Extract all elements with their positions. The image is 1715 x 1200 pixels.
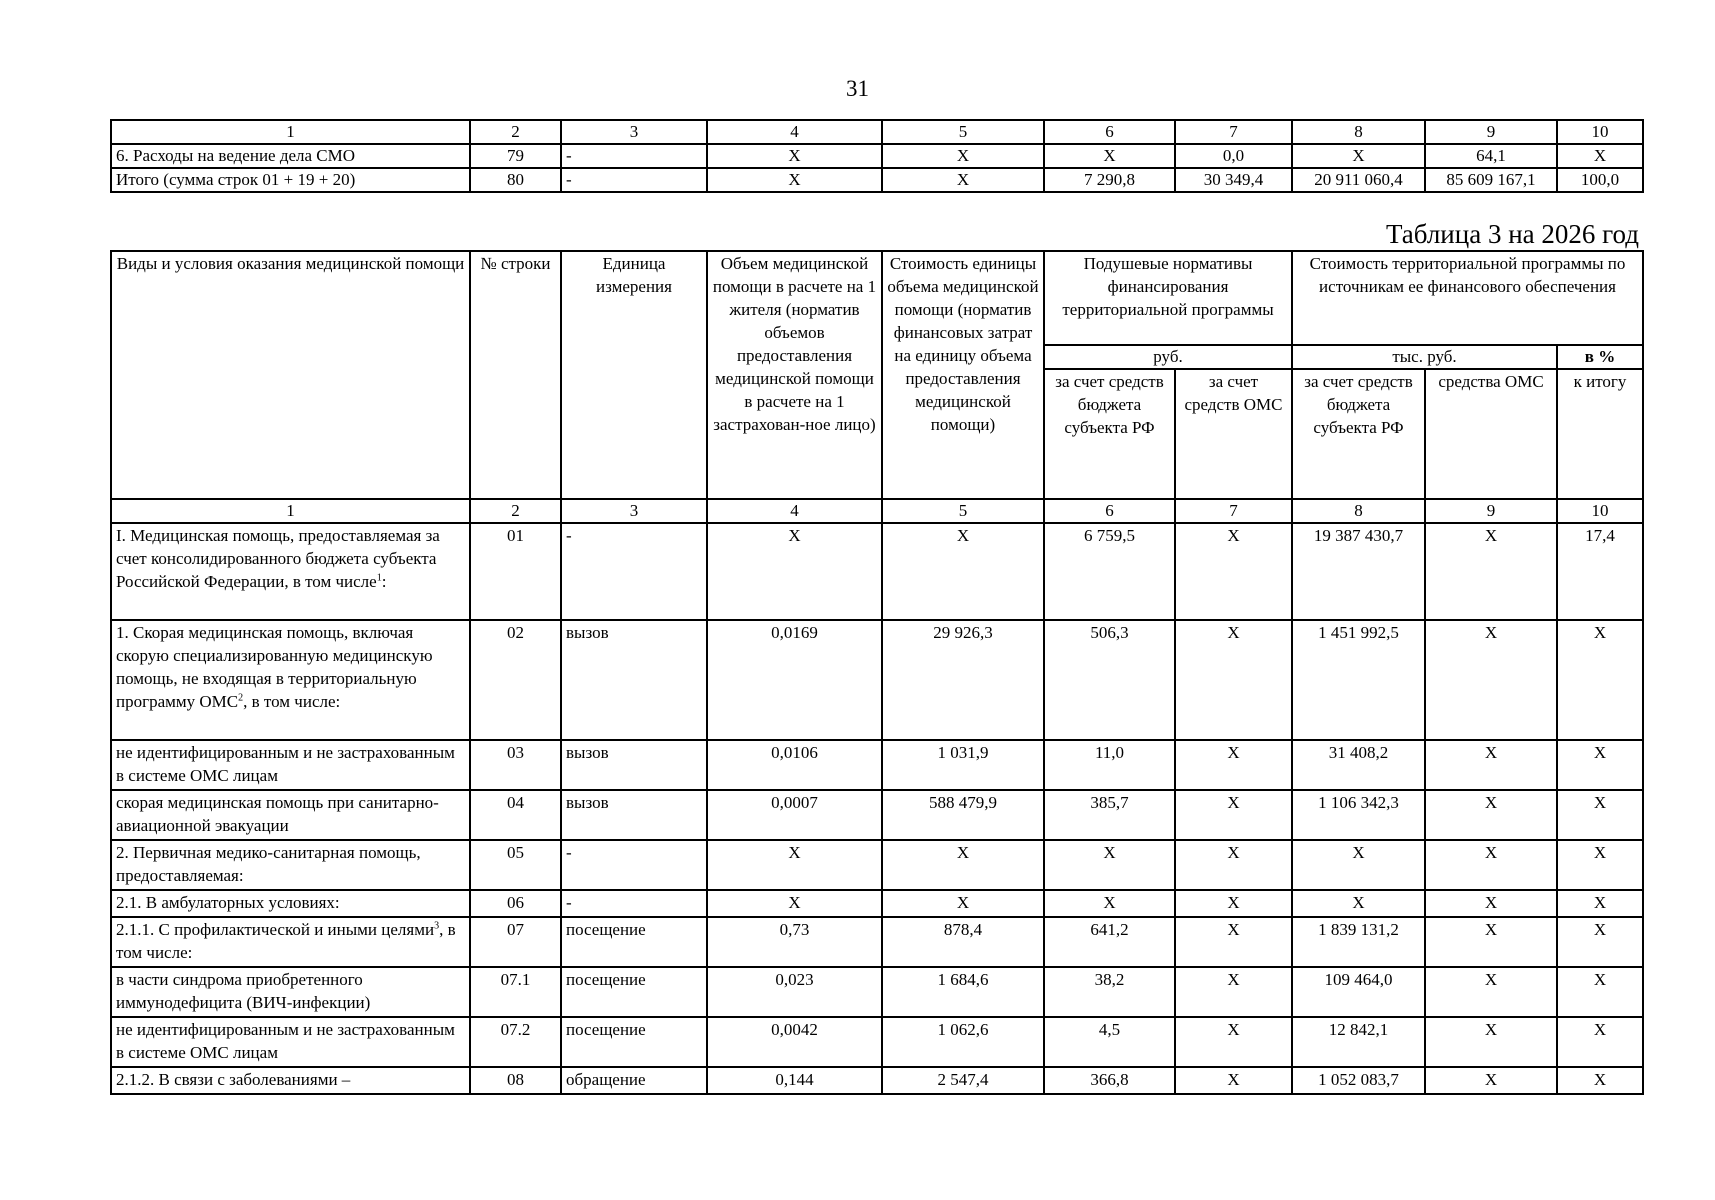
value-cell: 109 464,0 xyxy=(1292,967,1425,1017)
value-cell: 0,0169 xyxy=(707,620,882,740)
row-number: 04 xyxy=(470,790,561,840)
row-number: 05 xyxy=(470,840,561,890)
table-row xyxy=(111,620,1643,740)
value-cell: 385,7 xyxy=(1044,790,1175,840)
value-cell: X xyxy=(1292,144,1425,168)
table-row xyxy=(111,144,1643,168)
footnote-marker: 3 xyxy=(434,920,440,932)
value-cell: 0,73 xyxy=(707,917,882,967)
value-cell: X xyxy=(882,890,1044,917)
row-number: 80 xyxy=(470,168,561,192)
footnote-marker: 1 xyxy=(376,572,382,584)
unit-cell: посещение xyxy=(561,917,707,967)
row-label xyxy=(111,917,470,967)
header-unit-cost: Стоимость единицы объема медицинской помощи (норматив финансовых затрат на единицу объема предоставления медицинской помощи) xyxy=(882,251,1044,499)
footnote-marker: 2 xyxy=(238,692,244,704)
table-row xyxy=(111,840,1643,890)
value-cell: X xyxy=(1175,1067,1292,1094)
table-row xyxy=(111,790,1643,840)
value-cell: 1 106 342,3 xyxy=(1292,790,1425,840)
value-cell: 0,144 xyxy=(707,1067,882,1094)
header-unit: Единица измерения xyxy=(561,251,707,499)
value-cell: 29 926,3 xyxy=(882,620,1044,740)
value-cell: X xyxy=(1425,967,1557,1017)
header-volume: Объем медицинской помощи в расчете на 1 жителя (норматив объемов предоставления медицинской помощи в расчете на 1 застрахован-ное лицо) xyxy=(707,251,882,499)
value-cell: 11,0 xyxy=(1044,740,1175,790)
row-label xyxy=(111,967,470,1017)
table-row xyxy=(111,917,1643,967)
row-label xyxy=(111,790,470,840)
value-cell: X xyxy=(1557,740,1643,790)
value-cell: X xyxy=(1175,890,1292,917)
value-cell: X xyxy=(1557,144,1643,168)
header-service-type: Виды и условия оказания медицинской помощи xyxy=(111,251,470,499)
column-number: 1 xyxy=(111,499,470,523)
value-cell: 64,1 xyxy=(1425,144,1557,168)
header-unit-rub: руб. xyxy=(1044,345,1292,369)
value-cell: X xyxy=(1175,620,1292,740)
value-cell: 878,4 xyxy=(882,917,1044,967)
value-cell: 19 387 430,7 xyxy=(1292,523,1425,620)
value-cell: X xyxy=(882,523,1044,620)
main-table xyxy=(110,250,1644,1095)
value-cell: X xyxy=(1425,1067,1557,1094)
value-cell: X xyxy=(1425,840,1557,890)
unit-cell: вызов xyxy=(561,790,707,840)
row-number: 08 xyxy=(470,1067,561,1094)
column-number: 6 xyxy=(1044,499,1175,523)
value-cell: 0,0106 xyxy=(707,740,882,790)
unit-cell: вызов xyxy=(561,740,707,790)
row-label-text: не идентифицированным и не застрахованным в системе ОМС лицам xyxy=(116,743,455,785)
value-cell: X xyxy=(707,144,882,168)
value-cell: X xyxy=(1425,790,1557,840)
row-label-suffix: : xyxy=(381,572,387,591)
header-unit-thousand-rub: тыс. руб. xyxy=(1292,345,1557,369)
value-cell: X xyxy=(707,168,882,192)
column-number: 9 xyxy=(1425,499,1557,523)
row-label xyxy=(111,890,470,917)
header-budget-per-capita: за счет средств бюджета субъекта РФ xyxy=(1044,369,1175,499)
value-cell: 641,2 xyxy=(1044,917,1175,967)
row-label xyxy=(111,1017,470,1067)
value-cell: X xyxy=(707,523,882,620)
value-cell: X xyxy=(1175,790,1292,840)
value-cell: 506,3 xyxy=(1044,620,1175,740)
column-number: 4 xyxy=(707,120,882,144)
value-cell: X xyxy=(882,840,1044,890)
page-number: 31 xyxy=(846,76,869,101)
value-cell: 12 842,1 xyxy=(1292,1017,1425,1067)
header-oms-cost: средства ОМС xyxy=(1425,369,1557,499)
unit-cell: - xyxy=(561,840,707,890)
row-label-suffix: , в том числе: xyxy=(243,692,341,711)
value-cell: X xyxy=(1044,890,1175,917)
value-cell: 1 451 992,5 xyxy=(1292,620,1425,740)
header-per-capita-group: Подушевые нормативы финансирования территориальной программы xyxy=(1044,251,1292,345)
value-cell: X xyxy=(1557,620,1643,740)
row-label xyxy=(111,840,470,890)
header-percent-of-total: к итогу xyxy=(1557,369,1643,499)
header-cost-group: Стоимость территориальной программы по источникам ее финансового обеспечения xyxy=(1292,251,1643,345)
value-cell: 2 547,4 xyxy=(882,1067,1044,1094)
value-cell: 20 911 060,4 xyxy=(1292,168,1425,192)
table-title: Таблица 3 на 2026 год xyxy=(1385,219,1639,249)
value-cell: X xyxy=(1557,917,1643,967)
value-cell: X xyxy=(707,890,882,917)
value-cell: 30 349,4 xyxy=(1175,168,1292,192)
table-row xyxy=(111,740,1643,790)
value-cell: 31 408,2 xyxy=(1292,740,1425,790)
value-cell: X xyxy=(1292,840,1425,890)
value-cell: 85 609 167,1 xyxy=(1425,168,1557,192)
value-cell: X xyxy=(1557,790,1643,840)
value-cell: 0,0042 xyxy=(707,1017,882,1067)
value-cell: X xyxy=(1175,1017,1292,1067)
row-label: Итого (сумма строк 01 + 19 + 20) xyxy=(111,168,470,192)
table-row xyxy=(111,1017,1643,1067)
header-budget-cost: за счет средств бюджета субъекта РФ xyxy=(1292,369,1425,499)
value-cell: X xyxy=(1044,144,1175,168)
value-cell: 1 052 083,7 xyxy=(1292,1067,1425,1094)
unit-cell: посещение xyxy=(561,967,707,1017)
value-cell: 0,0 xyxy=(1175,144,1292,168)
row-number: 01 xyxy=(470,523,561,620)
value-cell: X xyxy=(1175,917,1292,967)
value-cell: 4,5 xyxy=(1044,1017,1175,1067)
row-number: 79 xyxy=(470,144,561,168)
column-number: 5 xyxy=(882,499,1044,523)
column-number-row xyxy=(111,120,1643,144)
column-number: 6 xyxy=(1044,120,1175,144)
column-number-row xyxy=(111,499,1643,523)
row-label xyxy=(111,740,470,790)
unit-cell: - xyxy=(561,890,707,917)
row-label xyxy=(111,1067,470,1094)
row-label xyxy=(111,620,470,740)
column-number: 7 xyxy=(1175,120,1292,144)
value-cell: 1 684,6 xyxy=(882,967,1044,1017)
value-cell: X xyxy=(1557,967,1643,1017)
unit-cell: - xyxy=(561,144,707,168)
row-label xyxy=(111,523,470,620)
column-number: 3 xyxy=(561,120,707,144)
value-cell: X xyxy=(1175,740,1292,790)
column-number: 9 xyxy=(1425,120,1557,144)
table-row xyxy=(111,890,1643,917)
value-cell: 7 290,8 xyxy=(1044,168,1175,192)
row-label-text: 2.1.1. С профилактической и иными целями xyxy=(116,920,435,939)
value-cell: X xyxy=(1425,917,1557,967)
row-number: 07.2 xyxy=(470,1017,561,1067)
column-number: 1 xyxy=(111,120,470,144)
table-row xyxy=(111,967,1643,1017)
row-label-text: 2.1. В амбулаторных условиях: xyxy=(116,893,340,912)
row-number: 07 xyxy=(470,917,561,967)
value-cell: X xyxy=(1175,523,1292,620)
value-cell: X xyxy=(882,144,1044,168)
column-number: 2 xyxy=(470,499,561,523)
value-cell: 6 759,5 xyxy=(1044,523,1175,620)
continuation-table xyxy=(110,119,1644,193)
value-cell: 0,023 xyxy=(707,967,882,1017)
row-number: 07.1 xyxy=(470,967,561,1017)
value-cell: X xyxy=(882,168,1044,192)
column-number: 8 xyxy=(1292,120,1425,144)
header-percent: в % xyxy=(1557,345,1643,369)
value-cell: X xyxy=(1292,890,1425,917)
row-number: 03 xyxy=(470,740,561,790)
row-label-text: 2.1.2. В связи с заболеваниями – xyxy=(116,1070,351,1089)
row-label-text: в части синдрома приобретенного иммунодефицита (ВИЧ-инфекции) xyxy=(116,970,371,1012)
row-label-suffix: , в том числе: xyxy=(116,920,456,962)
unit-cell: посещение xyxy=(561,1017,707,1067)
value-cell: 0,0007 xyxy=(707,790,882,840)
header-oms-per-capita: за счет средств ОМС xyxy=(1175,369,1292,499)
value-cell: 1 839 131,2 xyxy=(1292,917,1425,967)
value-cell: 17,4 xyxy=(1557,523,1643,620)
value-cell: 1 031,9 xyxy=(882,740,1044,790)
row-label-text: 1. Скорая медицинская помощь, включая скорую специализированную медицинскую помощь, не входящая в территориальную программу ОМС xyxy=(116,623,433,711)
value-cell: 366,8 xyxy=(1044,1067,1175,1094)
row-number: 06 xyxy=(470,890,561,917)
value-cell: X xyxy=(1425,740,1557,790)
column-number: 4 xyxy=(707,499,882,523)
value-cell: X xyxy=(707,840,882,890)
value-cell: X xyxy=(1557,840,1643,890)
unit-cell: вызов xyxy=(561,620,707,740)
row-label-text: скорая медицинская помощь при санитарно-авиационной эвакуации xyxy=(116,793,439,835)
value-cell: X xyxy=(1557,1017,1643,1067)
value-cell: X xyxy=(1557,1067,1643,1094)
value-cell: X xyxy=(1425,523,1557,620)
unit-cell: обращение xyxy=(561,1067,707,1094)
column-number: 10 xyxy=(1557,120,1643,144)
value-cell: X xyxy=(1557,890,1643,917)
value-cell: X xyxy=(1044,840,1175,890)
table-row xyxy=(111,168,1643,192)
column-number: 10 xyxy=(1557,499,1643,523)
row-number: 02 xyxy=(470,620,561,740)
header-row-number: № строки xyxy=(470,251,561,499)
unit-cell: - xyxy=(561,168,707,192)
value-cell: X xyxy=(1175,840,1292,890)
value-cell: 1 062,6 xyxy=(882,1017,1044,1067)
row-label-text: 2. Первичная медико-санитарная помощь, предоставляемая: xyxy=(116,843,421,885)
row-label-text: I. Медицинская помощь, предоставляемая за счет консолидированного бюджета субъекта Российской Федерации, в том числе xyxy=(116,526,440,591)
value-cell: 100,0 xyxy=(1557,168,1643,192)
value-cell: X xyxy=(1425,620,1557,740)
column-number: 8 xyxy=(1292,499,1425,523)
value-cell: 588 479,9 xyxy=(882,790,1044,840)
value-cell: X xyxy=(1425,890,1557,917)
table-row xyxy=(111,1067,1643,1094)
value-cell: X xyxy=(1425,1017,1557,1067)
unit-cell: - xyxy=(561,523,707,620)
value-cell: X xyxy=(1175,967,1292,1017)
column-number: 7 xyxy=(1175,499,1292,523)
column-number: 5 xyxy=(882,120,1044,144)
table-row xyxy=(111,523,1643,620)
row-label: 6. Расходы на ведение дела СМО xyxy=(111,144,470,168)
column-number: 3 xyxy=(561,499,707,523)
row-label-text: не идентифицированным и не застрахованным в системе ОМС лицам xyxy=(116,1020,455,1062)
column-number: 2 xyxy=(470,120,561,144)
value-cell: 38,2 xyxy=(1044,967,1175,1017)
header-row xyxy=(111,251,1643,345)
